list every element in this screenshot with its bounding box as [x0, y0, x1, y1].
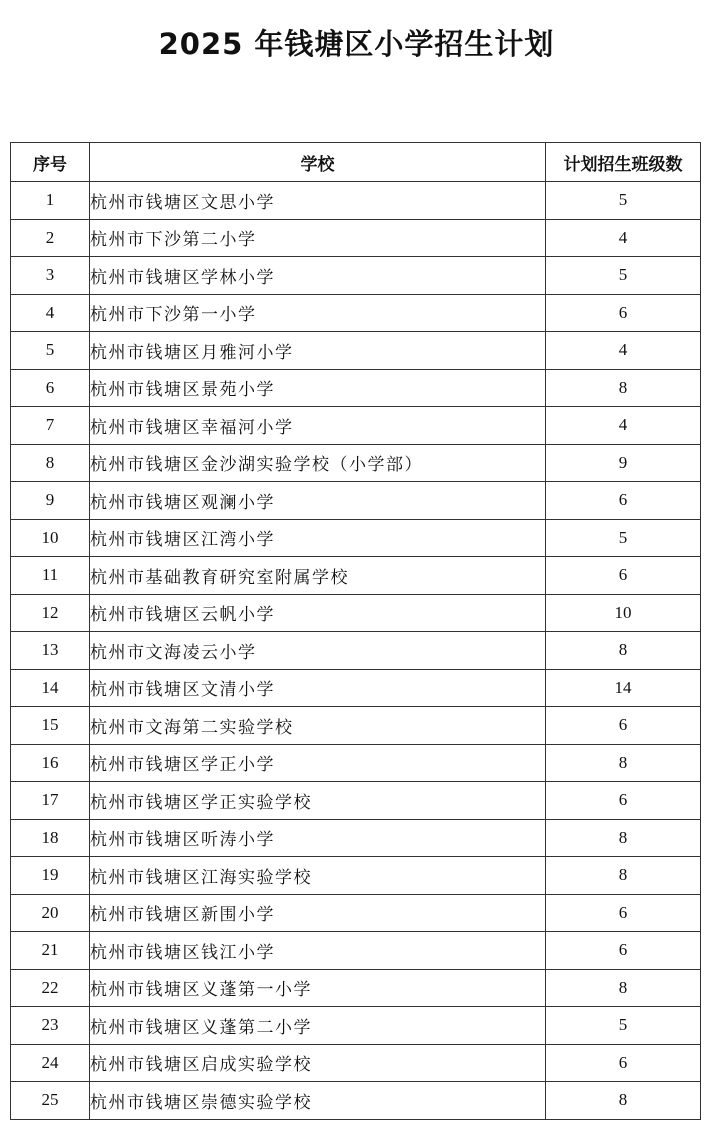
table-row [11, 369, 701, 407]
class-count-cell: 8 [546, 632, 701, 670]
school-name-cell: 杭州市钱塘区幸福河小学 [90, 407, 546, 445]
table-row [11, 594, 701, 632]
table-row [11, 1044, 701, 1082]
row-index-cell: 17 [11, 782, 90, 820]
table-row [11, 1007, 701, 1045]
school-name-cell: 杭州市钱塘区景苑小学 [90, 369, 546, 407]
row-index-cell: 24 [11, 1044, 90, 1082]
class-count-cell: 10 [546, 594, 701, 632]
row-index-cell: 21 [11, 932, 90, 970]
column-header-school: 学校 [90, 143, 546, 182]
school-name-cell: 杭州市钱塘区学正实验学校 [90, 782, 546, 820]
class-count-cell: 6 [546, 894, 701, 932]
class-count-cell: 6 [546, 294, 701, 332]
table-row [11, 707, 701, 745]
row-index-cell: 7 [11, 407, 90, 445]
school-name-cell: 杭州市钱塘区金沙湖实验学校（小学部） [90, 444, 546, 482]
school-name-cell: 杭州市钱塘区义蓬第一小学 [90, 969, 546, 1007]
table-row [11, 932, 701, 970]
table-row [11, 444, 701, 482]
class-count-cell: 5 [546, 257, 701, 295]
school-name-cell: 杭州市钱塘区钱江小学 [90, 932, 546, 970]
class-count-cell: 5 [546, 519, 701, 557]
table-row [11, 894, 701, 932]
table-row [11, 557, 701, 595]
table-row [11, 257, 701, 295]
row-index-cell: 6 [11, 369, 90, 407]
row-index-cell: 16 [11, 744, 90, 782]
school-name-cell: 杭州市下沙第二小学 [90, 219, 546, 257]
table-row [11, 182, 701, 220]
table-row [11, 219, 701, 257]
school-name-cell: 杭州市钱塘区听涛小学 [90, 819, 546, 857]
row-index-cell: 14 [11, 669, 90, 707]
column-header-index: 序号 [11, 143, 90, 182]
class-count-cell: 8 [546, 969, 701, 1007]
table-row [11, 632, 701, 670]
row-index-cell: 5 [11, 332, 90, 370]
row-index-cell: 12 [11, 594, 90, 632]
row-index-cell: 13 [11, 632, 90, 670]
class-count-cell: 6 [546, 1044, 701, 1082]
school-name-cell: 杭州市钱塘区文思小学 [90, 182, 546, 220]
table-row [11, 969, 701, 1007]
class-count-cell: 8 [546, 744, 701, 782]
class-count-cell: 9 [546, 444, 701, 482]
school-name-cell: 杭州市钱塘区江湾小学 [90, 519, 546, 557]
school-name-cell: 杭州市钱塘区新围小学 [90, 894, 546, 932]
class-count-cell: 5 [546, 182, 701, 220]
table-header-row [11, 143, 701, 182]
school-name-cell: 杭州市基础教育研究室附属学校 [90, 557, 546, 595]
row-index-cell: 1 [11, 182, 90, 220]
school-name-cell: 杭州市钱塘区崇德实验学校 [90, 1082, 546, 1120]
table-row [11, 1082, 701, 1120]
class-count-cell: 8 [546, 819, 701, 857]
row-index-cell: 25 [11, 1082, 90, 1120]
school-name-cell: 杭州市下沙第一小学 [90, 294, 546, 332]
column-header-classes: 计划招生班级数 [546, 143, 701, 182]
class-count-cell: 14 [546, 669, 701, 707]
school-name-cell: 杭州市文海第二实验学校 [90, 707, 546, 745]
table-row [11, 669, 701, 707]
school-name-cell: 杭州市钱塘区义蓬第二小学 [90, 1007, 546, 1045]
table-body [11, 182, 701, 1120]
table-row [11, 782, 701, 820]
class-count-cell: 5 [546, 1007, 701, 1045]
row-index-cell: 3 [11, 257, 90, 295]
row-index-cell: 10 [11, 519, 90, 557]
school-name-cell: 杭州市文海凌云小学 [90, 632, 546, 670]
table-row [11, 407, 701, 445]
class-count-cell: 6 [546, 557, 701, 595]
class-count-cell: 4 [546, 219, 701, 257]
row-index-cell: 4 [11, 294, 90, 332]
class-count-cell: 6 [546, 707, 701, 745]
school-name-cell: 杭州市钱塘区启成实验学校 [90, 1044, 546, 1082]
row-index-cell: 18 [11, 819, 90, 857]
row-index-cell: 22 [11, 969, 90, 1007]
class-count-cell: 6 [546, 932, 701, 970]
table-row [11, 482, 701, 520]
row-index-cell: 20 [11, 894, 90, 932]
school-name-cell: 杭州市钱塘区学林小学 [90, 257, 546, 295]
table-row [11, 857, 701, 895]
class-count-cell: 4 [546, 332, 701, 370]
class-count-cell: 4 [546, 407, 701, 445]
school-name-cell: 杭州市钱塘区江海实验学校 [90, 857, 546, 895]
row-index-cell: 2 [11, 219, 90, 257]
class-count-cell: 6 [546, 482, 701, 520]
row-index-cell: 11 [11, 557, 90, 595]
class-count-cell: 8 [546, 857, 701, 895]
table-row [11, 332, 701, 370]
table-row [11, 819, 701, 857]
row-index-cell: 9 [11, 482, 90, 520]
row-index-cell: 8 [11, 444, 90, 482]
school-name-cell: 杭州市钱塘区月雅河小学 [90, 332, 546, 370]
row-index-cell: 23 [11, 1007, 90, 1045]
enrollment-plan-table [10, 142, 701, 1120]
class-count-cell: 6 [546, 782, 701, 820]
school-name-cell: 杭州市钱塘区观澜小学 [90, 482, 546, 520]
table-row [11, 744, 701, 782]
school-name-cell: 杭州市钱塘区文清小学 [90, 669, 546, 707]
class-count-cell: 8 [546, 369, 701, 407]
school-name-cell: 杭州市钱塘区云帆小学 [90, 594, 546, 632]
table-row [11, 519, 701, 557]
school-name-cell: 杭州市钱塘区学正小学 [90, 744, 546, 782]
page-title: 2025 年钱塘区小学招生计划 [158, 27, 555, 61]
table-row [11, 294, 701, 332]
class-count-cell: 8 [546, 1082, 701, 1120]
row-index-cell: 15 [11, 707, 90, 745]
row-index-cell: 19 [11, 857, 90, 895]
